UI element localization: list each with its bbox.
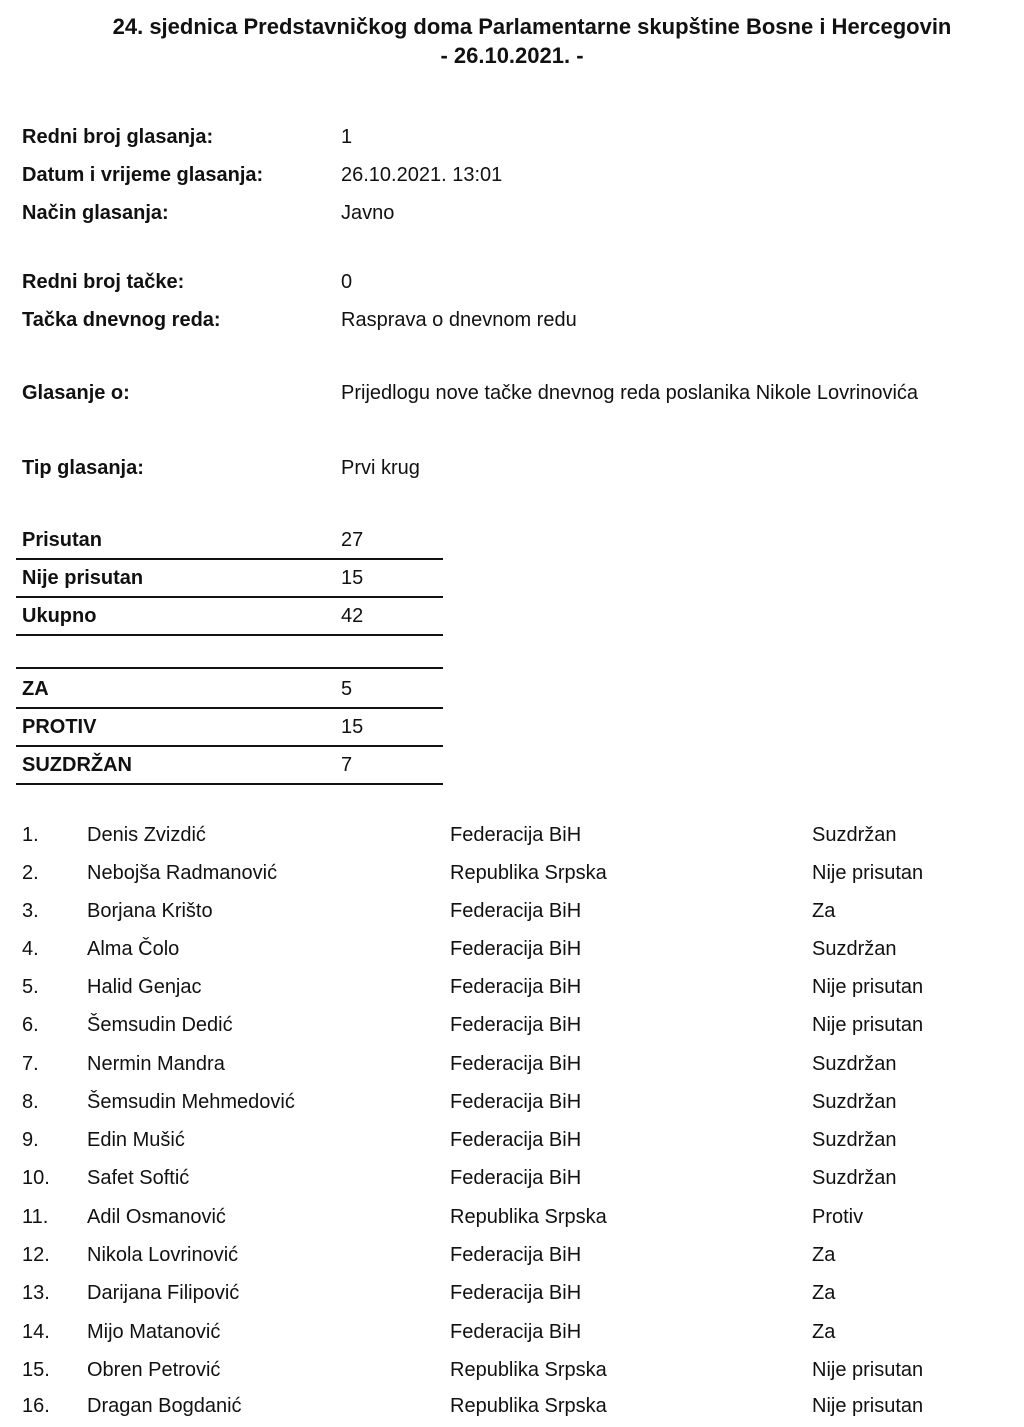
member-entity: Federacija BiH: [450, 1167, 582, 1189]
member-vote: Nije prisutan: [812, 862, 924, 884]
info-label: Datum i vrijeme glasanja:: [22, 164, 264, 186]
member-row: [0, 1315, 1024, 1353]
member-row: [0, 1161, 1024, 1199]
attendance-label: Ukupno: [22, 605, 97, 627]
attendance-value: 27: [341, 529, 364, 551]
member-entity: Republika Srpska: [450, 1206, 607, 1228]
member-entity: Federacija BiH: [450, 824, 582, 846]
member-row: [0, 1200, 1024, 1238]
member-name: Obren Petrović: [87, 1359, 221, 1381]
member-name: Dragan Bogdanić: [87, 1395, 242, 1417]
attendance-label: Nije prisutan: [22, 567, 144, 589]
attendance-value: 42: [341, 605, 364, 627]
info-value: 1: [341, 126, 353, 148]
member-vote: Nije prisutan: [812, 1014, 924, 1036]
attendance-row-prisutan: [16, 520, 443, 560]
member-row: [0, 1123, 1024, 1161]
results-label: PROTIV: [22, 716, 97, 738]
member-number: 10.: [22, 1167, 50, 1189]
member-number: 12.: [22, 1244, 50, 1266]
member-row: [0, 1353, 1024, 1391]
member-entity: Federacija BiH: [450, 1053, 582, 1075]
info-label: Tačka dnevnog reda:: [22, 309, 221, 331]
member-vote: Suzdržan: [812, 1053, 897, 1075]
info-label: Glasanje o:: [22, 382, 130, 404]
member-name: Mijo Matanović: [87, 1321, 221, 1343]
member-entity: Federacija BiH: [450, 938, 582, 960]
member-number: 3.: [22, 900, 39, 922]
attendance-row-nije-prisutan: [16, 558, 443, 598]
info-label: Tip glasanja:: [22, 457, 144, 479]
member-name: Nermin Mandra: [87, 1053, 225, 1075]
member-name: Borjana Krišto: [87, 900, 213, 922]
member-row: [0, 970, 1024, 1008]
member-row: [0, 1389, 1024, 1427]
member-entity: Federacija BiH: [450, 1244, 582, 1266]
member-vote: Suzdržan: [812, 1129, 897, 1151]
member-name: Halid Genjac: [87, 976, 202, 998]
info-value: Javno: [341, 202, 395, 224]
member-name: Šemsudin Dedić: [87, 1014, 233, 1036]
title-line-1: 24. sjednica Predstavničkog doma Parlamentarne skupštine Bosne i Hercegovin: [112, 14, 952, 39]
member-number: 9.: [22, 1129, 39, 1151]
member-row: [0, 1238, 1024, 1276]
member-row: [0, 894, 1024, 932]
member-entity: Republika Srpska: [450, 862, 607, 884]
member-number: 11.: [22, 1206, 49, 1228]
info-label: Redni broj tačke:: [22, 271, 185, 293]
member-entity: Federacija BiH: [450, 1091, 582, 1113]
attendance-row-ukupno: [16, 596, 443, 636]
member-row: [0, 818, 1024, 856]
member-entity: Federacija BiH: [450, 1129, 582, 1151]
member-vote: Suzdržan: [812, 1167, 897, 1189]
member-name: Denis Zvizdić: [87, 824, 206, 846]
results-label: ZA: [22, 678, 49, 700]
results-value: 5: [341, 678, 353, 700]
member-entity: Federacija BiH: [450, 1282, 582, 1304]
member-vote: Protiv: [812, 1206, 864, 1228]
info-value: Prvi krug: [341, 457, 420, 479]
member-vote: Suzdržan: [812, 824, 897, 846]
member-vote: Nije prisutan: [812, 1359, 924, 1381]
info-value: 26.10.2021. 13:01: [341, 164, 503, 186]
results-value: 7: [341, 754, 353, 776]
member-entity: Federacija BiH: [450, 1014, 582, 1036]
results-label: SUZDRŽAN: [22, 754, 132, 776]
member-vote: Za: [812, 1321, 836, 1343]
info-value: Prijedlogu nove tačke dnevnog reda poslanika Nikole Lovrinovića: [341, 382, 919, 404]
member-number: 13.: [22, 1282, 50, 1304]
member-name: Adil Osmanović: [87, 1206, 226, 1228]
member-number: 4.: [22, 938, 39, 960]
member-entity: Federacija BiH: [450, 900, 582, 922]
member-vote: Za: [812, 900, 836, 922]
member-name: Šemsudin Mehmedović: [87, 1091, 295, 1113]
member-vote: Suzdržan: [812, 1091, 897, 1113]
member-number: 6.: [22, 1014, 39, 1036]
member-name: Alma Čolo: [87, 938, 180, 960]
member-row: [0, 1276, 1024, 1314]
info-value: 0: [341, 271, 353, 293]
member-number: 1.: [22, 824, 39, 846]
member-entity: Federacija BiH: [450, 976, 582, 998]
member-name: Nikola Lovrinović: [87, 1244, 239, 1266]
member-row: [0, 1047, 1024, 1085]
member-row: [0, 1085, 1024, 1123]
member-name: Nebojša Radmanović: [87, 862, 278, 884]
results-row-protiv: [16, 707, 443, 747]
member-number: 16.: [22, 1395, 50, 1417]
results-value: 15: [341, 716, 364, 738]
info-label: Redni broj glasanja:: [22, 126, 214, 148]
member-vote: Nije prisutan: [812, 976, 924, 998]
member-entity: Republika Srpska: [450, 1395, 607, 1417]
attendance-label: Prisutan: [22, 529, 103, 551]
document-title: [0, 12, 1024, 70]
member-name: Darijana Filipović: [87, 1282, 240, 1304]
member-entity: Republika Srpska: [450, 1359, 607, 1381]
member-vote: Suzdržan: [812, 938, 897, 960]
member-number: 5.: [22, 976, 39, 998]
member-number: 15.: [22, 1359, 50, 1381]
member-row: [0, 932, 1024, 970]
member-vote: Za: [812, 1244, 836, 1266]
member-number: 8.: [22, 1091, 39, 1113]
member-name: Safet Softić: [87, 1167, 190, 1189]
member-vote: Za: [812, 1282, 836, 1304]
member-row: [0, 856, 1024, 894]
member-name: Edin Mušić: [87, 1129, 185, 1151]
title-line-2: - 26.10.2021. -: [440, 43, 584, 68]
member-entity: Federacija BiH: [450, 1321, 582, 1343]
member-number: 2.: [22, 862, 39, 884]
results-row-suzdrzan: [16, 745, 443, 785]
info-value: Rasprava o dnevnom redu: [341, 309, 577, 331]
member-number: 14.: [22, 1321, 50, 1343]
attendance-value: 15: [341, 567, 364, 589]
member-number: 7.: [22, 1053, 39, 1075]
member-vote: Nije prisutan: [812, 1395, 924, 1417]
member-row: [0, 1008, 1024, 1046]
info-label: Način glasanja:: [22, 202, 169, 224]
results-row-za: [16, 669, 443, 709]
